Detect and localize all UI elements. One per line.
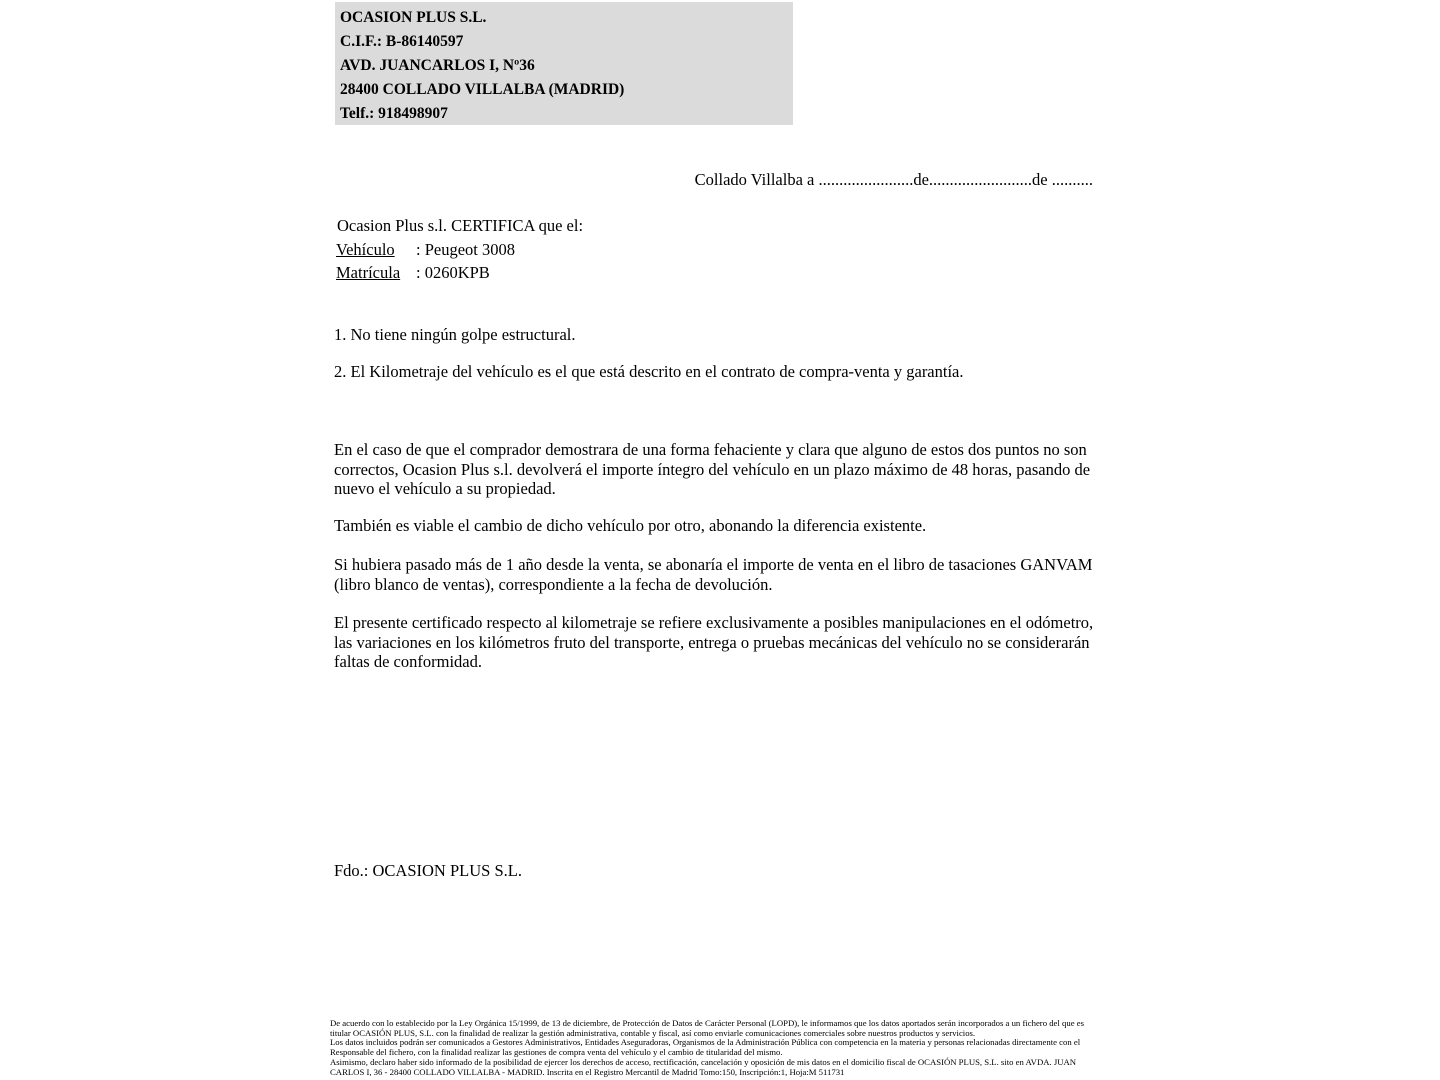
vehicle-label: Vehículo (336, 240, 395, 259)
signature-line: Fdo.: OCASION PLUS S.L. (334, 861, 522, 880)
plate-label-wrap (336, 263, 416, 283)
company-address: AVD. JUANCARLOS I, Nº36 (340, 57, 535, 74)
plate-label: Matrícula (336, 263, 401, 282)
legal-footer (330, 1019, 1102, 1077)
company-name: OCASION PLUS S.L. (340, 9, 487, 26)
legal-paragraph-2: Los datos incluidos podrán ser comunicados a Gestores Administrativos, Entidades Aseguradoras, Organismos de la Administración Pública con competencia en la materia y personas relacionadas directamente con el Responsable del fichero, con la finalidad realizar las gestiones de compra venta del vehículo y el cambio de titularidad del mismo. (330, 1037, 1081, 1058)
vehicle-line (336, 240, 515, 260)
vehicle-label-wrap (336, 240, 416, 260)
plate-value: : 0260KPB (416, 263, 490, 282)
paragraph-odometer: El presente certificado respecto al kilometraje se refiere exclusivamente a posibles manipulaciones en el odómetro, las variaciones en los kilómetros fruto del transporte, entrega o pruebas mecánicas del vehículo no se considerarán faltas de conformidad. (334, 613, 1094, 671)
plate-line (336, 263, 490, 283)
company-city: 28400 COLLADO VILLALBA (MADRID) (340, 81, 625, 98)
certify-intro: Ocasion Plus s.l. CERTIFICA que el: (337, 216, 584, 235)
certificate-point-2: 2. El Kilometraje del vehículo es el que está descrito en el contrato de compra-venta y garantía. (334, 362, 964, 381)
paragraph-ganvam: Si hubiera pasado más de 1 año desde la venta, se abonaría el importe de venta en el libro de tasaciones GANVAM (libro blanco de ventas), correspondiente a la fecha de devolución. (334, 555, 1093, 594)
date-line: Collado Villalba a .......................de.........................de .......... (694, 170, 1093, 189)
company-phone: Telf.: 918498907 (340, 105, 448, 122)
paragraph-refund: En el caso de que el comprador demostrara de una forma fehaciente y clara que alguno de estos dos puntos no son correctos, Ocasion Plus s.l. devolverá el importe íntegro del vehículo en un plazo máximo de 48 horas, pasando de nuevo el vehículo a su propiedad. (334, 440, 1091, 498)
paragraph-exchange: También es viable el cambio de dicho vehículo por otro, abonando la diferencia existente. (334, 516, 927, 535)
company-cif: C.I.F.: B-86140597 (340, 33, 464, 50)
letterhead (335, 2, 793, 125)
legal-paragraph-1: De acuerdo con lo establecido por la Ley Orgánica 15/1999, de 13 de diciembre, de Protección de Datos de Carácter Personal (LOPD), le informamos que los datos aportados serán incorporados a un fichero del que es titular OCASIÓN PLUS, S.L. con la finalidad de realizar la gestión administrativa, contable y fiscal, así como enviarle comunicaciones comerciales sobre nuestros productos y servicios. (330, 1018, 1084, 1038)
certificate-point-1: 1. No tiene ningún golpe estructural. (334, 325, 576, 344)
legal-paragraph-3: Asimismo, declaro haber sido informado de la posibilidad de ejercer los derechos de acceso, rectificación, cancelación y oposición de mis datos en el domicilio fiscal de OCASIÓN PLUS, S.L. sito en AVDA. JUAN CARLOS I, 36 - 28400 COLLADO VILLALBA - MADRID. Inscrita en el Registro Mercantil de Madrid Tomo:150, Inscripción:1, Hoja:M 511731 (330, 1056, 1077, 1077)
vehicle-value: : Peugeot 3008 (416, 240, 515, 259)
